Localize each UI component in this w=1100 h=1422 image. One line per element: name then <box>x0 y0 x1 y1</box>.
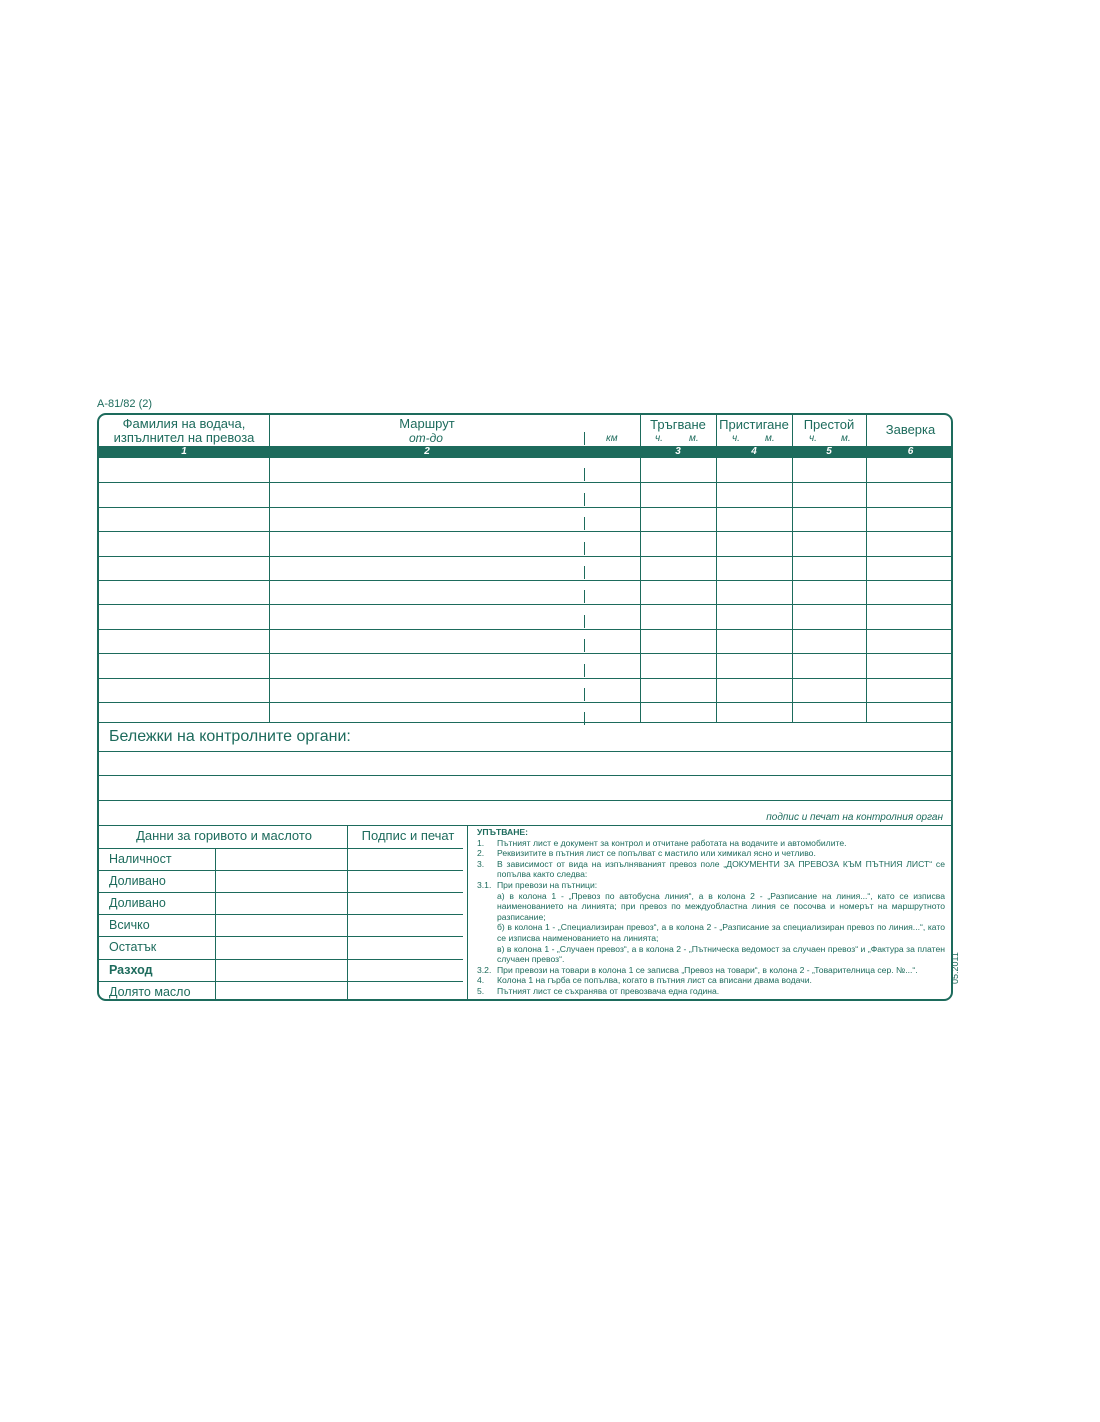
column-header-depart: Тръгване <box>650 417 706 432</box>
km-tick <box>584 615 585 628</box>
section-divider <box>99 825 951 826</box>
instruction-subitem: а) в колона 1 - „Превоз по автобусна линия“, а в колона 2 - „Разписание на линия...“, като се изписва наименованието на линията; при превоз по междуобластна линия се посочва и номерът на маршрутното разписание; <box>497 890 945 922</box>
instructions <box>477 827 945 997</box>
instruction-item <box>477 848 945 859</box>
km-tick <box>584 688 585 701</box>
trip-row-line <box>99 604 951 605</box>
form-code: A-81/82 (2) <box>97 398 153 410</box>
instruction-text: При превози на пътници: <box>497 879 598 890</box>
instruction-number: 3.1. <box>477 879 492 890</box>
instruction-item <box>477 965 945 976</box>
fuel-row-label: Остатък <box>109 940 157 955</box>
instruction-subitem: б) в колона 1 - „Специализиран превоз“, а в колона 2 - „Разписание за специализиран превоз по линия...“, като се изписва наименованието на линията; <box>497 922 945 943</box>
column-header-arrive: Пристигане <box>719 417 789 432</box>
instruction-text: Реквизитите в пътния лист се попълват с мастило или химикал ясно и четливо. <box>497 848 816 859</box>
instruction-item <box>477 986 945 997</box>
fuel-row-label: Доливано <box>109 896 166 911</box>
fuel-row-line <box>99 848 463 849</box>
instruction-number: 4. <box>477 975 485 986</box>
trip-row-line <box>99 653 951 654</box>
arrive-minute: м. <box>765 433 775 444</box>
km-tick <box>584 566 585 579</box>
column-number-3: 3 <box>675 446 681 457</box>
fuel-row-label: Разход <box>109 962 153 977</box>
km-tick <box>584 468 585 481</box>
instruction-text: Пътният лист е документ за контрол и отчитане работата на водачите и автомобилите. <box>497 837 847 848</box>
trip-row-line <box>99 702 951 703</box>
km-header: км <box>606 433 618 444</box>
grid-bottom-line <box>99 722 951 723</box>
instruction-number: 3.2. <box>477 964 492 975</box>
trip-row-line <box>99 482 951 483</box>
fuel-row-label: Всичко <box>109 918 150 933</box>
idle-minute: м. <box>841 433 851 444</box>
column-number-5: 5 <box>826 446 832 457</box>
grid-divider <box>716 415 717 722</box>
notes-line <box>99 775 951 776</box>
instruction-number: 1. <box>477 837 485 848</box>
fuel-row-line <box>99 936 463 937</box>
signature-caption: подпис и печат на контролния орган <box>766 812 943 823</box>
route-subheader: от-до <box>409 431 443 445</box>
instructions-title: УПЪТВАНЕ: <box>477 827 529 837</box>
instruction-number: 2. <box>477 848 485 859</box>
notes-title: Бележки на контролните органи: <box>109 728 351 745</box>
trip-row-line <box>99 556 951 557</box>
instruction-item <box>477 880 945 891</box>
km-tick <box>584 664 585 677</box>
fuel-row-line <box>99 914 463 915</box>
trip-row-line <box>99 629 951 630</box>
column-header-certify: Заверка <box>885 422 936 437</box>
arrive-hour: ч. <box>732 433 740 444</box>
instruction-item <box>477 838 945 849</box>
trip-row-line <box>99 580 951 581</box>
km-tick <box>584 590 585 603</box>
km-tick <box>584 517 585 530</box>
instruction-text: При превози на товари в колона 1 се записва „Превоз на товари“, в колона 2 - „Товарителница сер. №...“. <box>497 964 918 975</box>
fuel-row-line <box>99 981 463 982</box>
column-number-6: 6 <box>907 446 914 457</box>
notes-line <box>99 800 951 801</box>
depart-hour: ч. <box>655 433 663 444</box>
fuel-row-label: Долято масло <box>109 984 191 999</box>
instruction-number: 5. <box>477 985 485 996</box>
edition-date: 05.2011 <box>950 952 960 984</box>
idle-hour: ч. <box>809 433 817 444</box>
notes-line <box>99 751 951 752</box>
column-header-driver <box>99 417 269 445</box>
fuel-row-line <box>99 892 463 893</box>
fuel-header: Данни за горивото и маслото <box>136 828 312 843</box>
grid-divider <box>866 415 867 722</box>
trip-row-line <box>99 531 951 532</box>
waybill-form <box>97 413 953 1001</box>
km-tick <box>584 493 585 506</box>
driver-header-text: Фамилия на водача, изпълнител на превоза <box>113 416 255 445</box>
instruction-text: Колона 1 на гърба се попълва, когато в пътния лист са вписани двама водачи. <box>497 975 812 986</box>
instruction-text: В зависимост от вида на изпълняваният превоз поле „ДОКУМЕНТИ ЗА ПРЕВОЗА КЪМ ПЪТНИЯ ЛИСТ“ се попълва както следва: <box>497 858 945 880</box>
km-tick <box>584 712 585 725</box>
depart-minute: м. <box>689 433 699 444</box>
fuel-divider <box>467 825 468 1001</box>
km-tick <box>584 542 585 555</box>
fuel-divider <box>347 825 348 1001</box>
instruction-item <box>477 859 945 880</box>
column-header-route: Маршрут <box>399 416 455 431</box>
grid-divider <box>640 415 641 722</box>
grid-divider <box>792 415 793 722</box>
km-tick <box>584 432 585 445</box>
trip-row-line <box>99 678 951 679</box>
grid-divider <box>269 415 270 722</box>
instruction-items <box>477 838 945 997</box>
fuel-row-label: Доливано <box>109 874 166 889</box>
instruction-number: 3. <box>477 858 485 869</box>
column-number-1: 1 <box>181 446 187 457</box>
column-number-2: 2 <box>424 446 430 457</box>
fuel-row-label: Наличност <box>109 852 172 866</box>
fuel-row-line <box>99 870 463 871</box>
instruction-subitem: в) в колона 1 - „Случаен превоз“, а в колона 2 - „Пътническа ведомост за случаен превоз“ и „Фактура за платен случаен превоз“. <box>497 943 945 965</box>
column-number-4: 4 <box>751 446 757 457</box>
sign-header: Подпис и печат <box>361 828 455 843</box>
instruction-item <box>477 975 945 986</box>
instruction-text: Пътният лист се съхранява от превозвача една година. <box>497 985 720 996</box>
column-header-idle: Престой <box>803 417 855 432</box>
fuel-row-line <box>99 959 463 960</box>
km-tick <box>584 639 585 652</box>
trip-row-line <box>99 507 951 508</box>
